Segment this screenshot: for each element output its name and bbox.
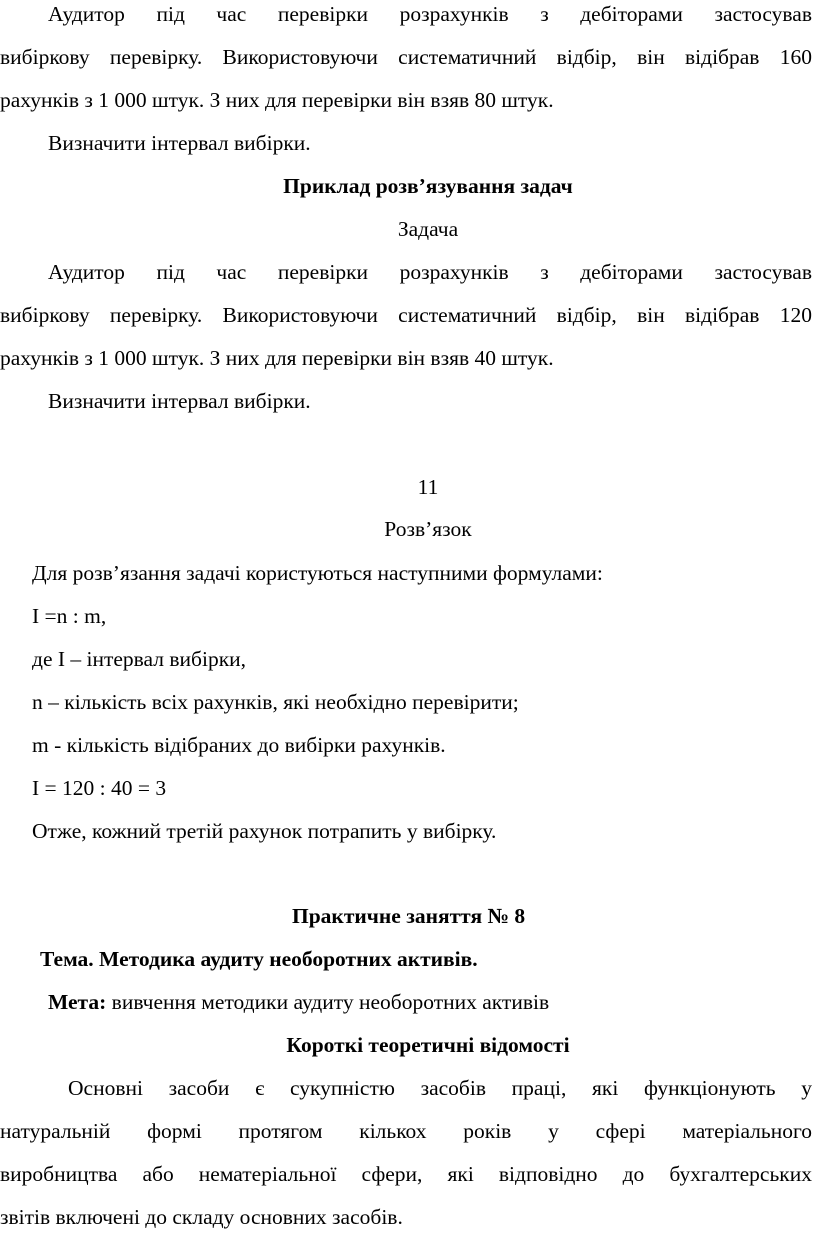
problem-intro-line-1: Аудитор під час перевірки розрахунків з дебіторами застосував (48, 2, 812, 26)
page-number: 11 (417, 475, 439, 499)
solution-heading: Розв’язок (384, 517, 472, 541)
practical-topic: Тема. Методика аудиту необоротних активів. (40, 947, 478, 971)
solution-line: Отже, кожний третій рахунок потрапить у вибірку. (32, 819, 497, 843)
solution-line: I =n : m, (32, 604, 107, 628)
solution-line: m - кількість відібраних до вибірки рахунків. (32, 733, 446, 757)
example-task: Визначити інтервал вибірки. (48, 389, 311, 413)
theory-heading: Короткі теоретичні відомості (286, 1033, 570, 1057)
solution-line: Для розв’язання задачі користуються наступними формулами: (32, 561, 603, 585)
goal-label: Мета: (48, 990, 107, 1014)
example-line-1: Аудитор під час перевірки розрахунків з дебіторами застосував (48, 260, 812, 284)
solution-line: де I – інтервал вибірки, (32, 647, 247, 671)
practical-title: Практичне заняття № 8 (292, 904, 526, 928)
problem-intro-line-3: рахунків з 1 000 штук. З них для перевірки він взяв 80 штук. (0, 88, 554, 112)
problem-intro-task: Визначити інтервал вибірки. (48, 131, 311, 155)
solution-line: I = 120 : 40 = 3 (32, 776, 167, 800)
theory-line: звітів включені до складу основних засобів. (0, 1205, 403, 1229)
theory-line: Основні засоби є сукупністю засобів праці, які функціонують у (68, 1076, 812, 1100)
example-line-2: вибіркову перевірку. Використовуючи систематичний відбір, він відібрав 120 (0, 303, 812, 327)
example-subheading: Задача (397, 217, 459, 241)
example-heading: Приклад розв’язування задач (283, 174, 573, 198)
goal-text: вивчення методики аудиту необоротних активів (106, 990, 550, 1014)
solution-line: n – кількість всіх рахунків, які необхідно перевірити; (32, 690, 519, 714)
problem-intro-line-2: вибіркову перевірку. Використовуючи систематичний відбір, він відібрав 160 (0, 45, 812, 69)
theory-line: натуральній формі протягом кількох років у сфері матеріального (0, 1119, 812, 1143)
theory-line: виробництва або нематеріальної сфери, які відповідно до бухгалтерських (0, 1162, 812, 1186)
example-line-3: рахунків з 1 000 штук. З них для перевірки він взяв 40 штук. (0, 346, 554, 370)
practical-goal (48, 992, 549, 1014)
